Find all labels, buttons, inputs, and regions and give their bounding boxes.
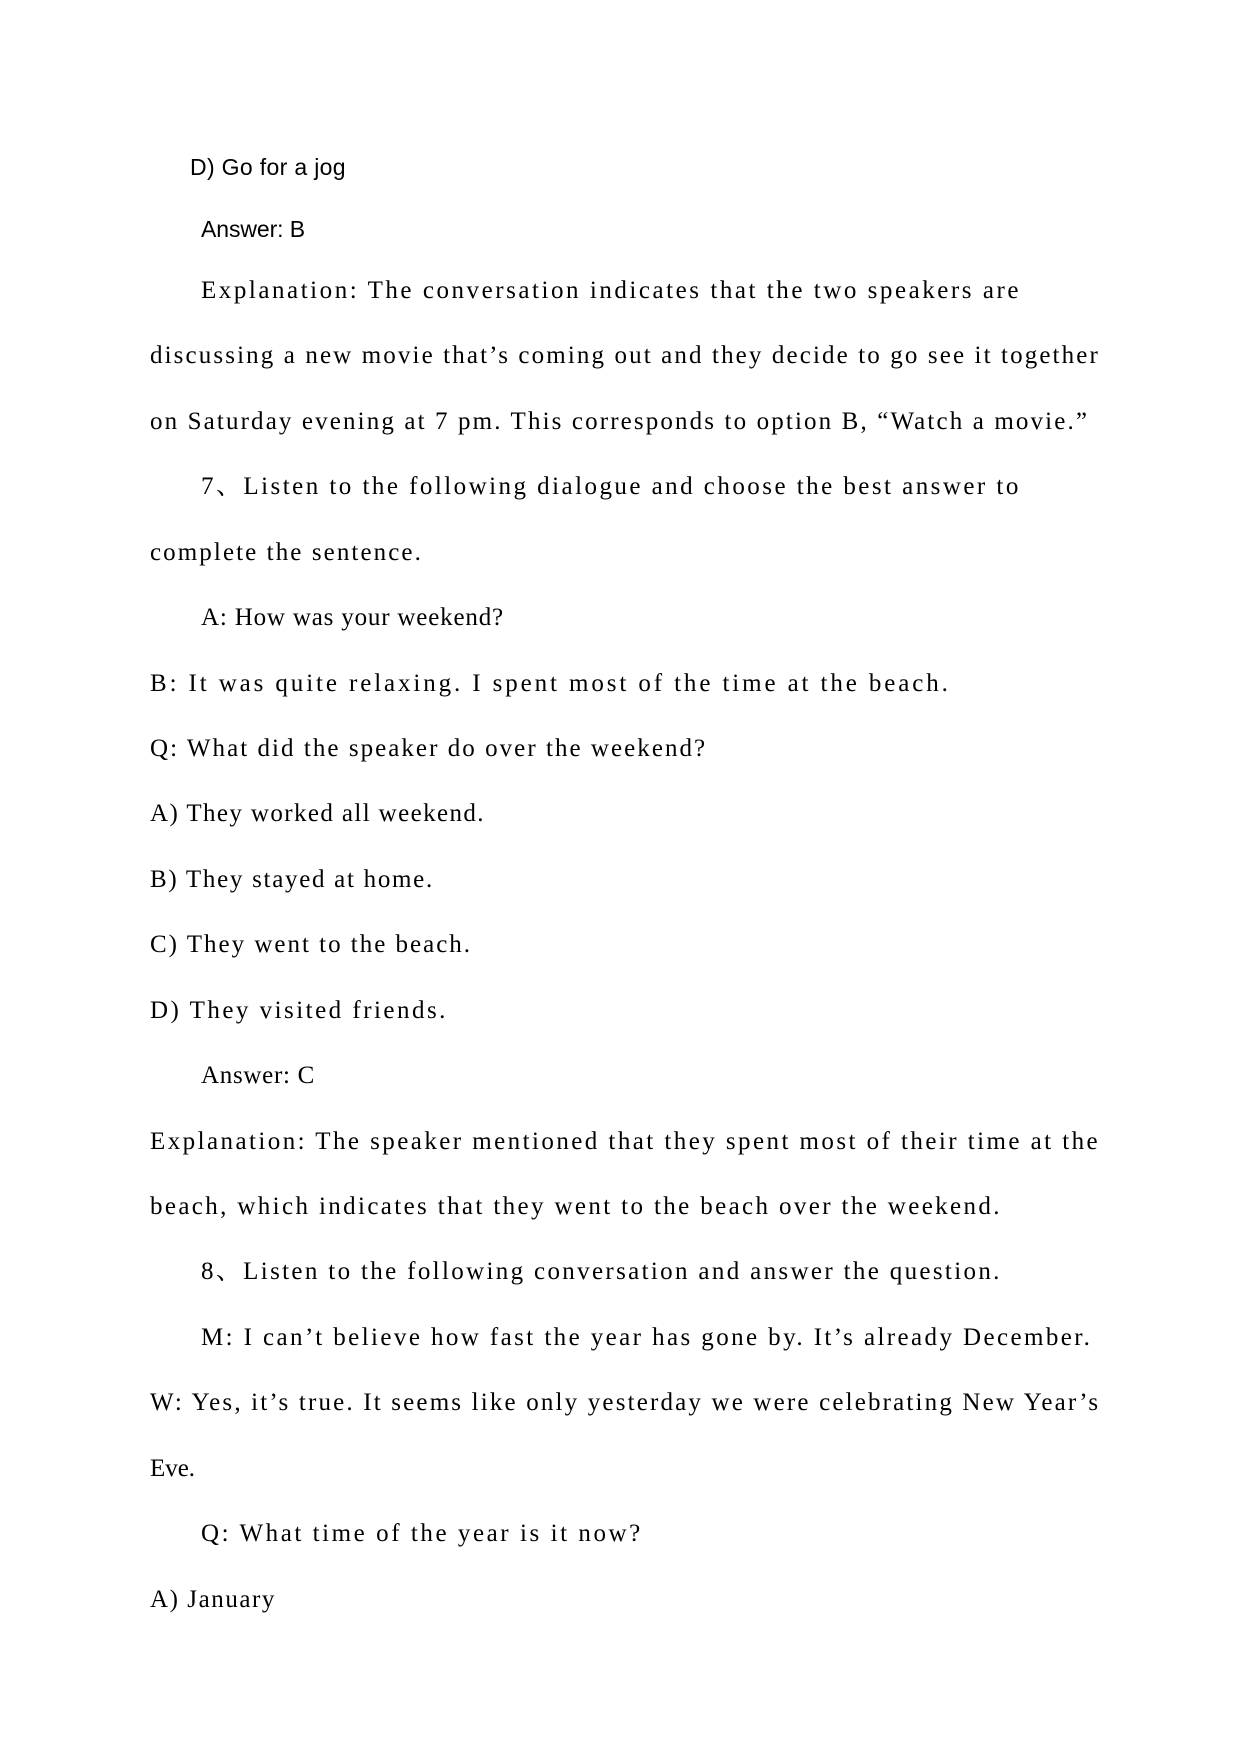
q7-dialogue-line: B: It was quite relaxing. I spent most of the time at the beach.	[150, 670, 951, 697]
q6-answer: Answer: B	[201, 216, 306, 242]
q7-answer: Answer: C	[201, 1062, 316, 1089]
q8-option-a: A) January	[150, 1586, 276, 1613]
q7-prompt-line: 7、Listen to the following dialogue and choose the best answer to	[201, 473, 1021, 500]
q6-option-d: D) Go for a jog	[190, 154, 346, 180]
q8-dialogue-line: Eve.	[150, 1455, 195, 1482]
q6-explanation-line: Explanation: The conversation indicates that the two speakers are	[201, 277, 1021, 304]
q7-option-a: A) They worked all weekend.	[150, 800, 485, 827]
q7-prompt-line: complete the sentence.	[150, 539, 423, 566]
q8-question: Q: What time of the year is it now?	[201, 1520, 643, 1547]
q7-explanation-line: Explanation: The speaker mentioned that they spent most of their time at the	[150, 1128, 1101, 1155]
q6-explanation-line: discussing a new movie that’s coming out and they decide to go see it together	[150, 342, 1100, 369]
q7-option-d: D) They visited friends.	[150, 997, 448, 1024]
q8-dialogue-line: M: I can’t believe how fast the year has gone by. It’s already December.	[201, 1324, 1093, 1351]
q8-prompt: 8、Listen to the following conversation and answer the question.	[201, 1258, 1002, 1285]
q7-option-c: C) They went to the beach.	[150, 931, 473, 958]
q8-dialogue-line: W: Yes, it’s true. It seems like only yesterday we were celebrating New Year’s	[150, 1389, 1101, 1416]
q7-explanation-line: beach, which indicates that they went to the beach over the weekend.	[150, 1193, 1002, 1220]
q7-option-b: B) They stayed at home.	[150, 866, 434, 893]
q6-explanation-line: on Saturday evening at 7 pm. This corresponds to option B, “Watch a movie.”	[150, 408, 1090, 435]
q7-question: Q: What did the speaker do over the weekend?	[150, 735, 708, 762]
q7-dialogue-line: A: How was your weekend?	[201, 604, 504, 631]
